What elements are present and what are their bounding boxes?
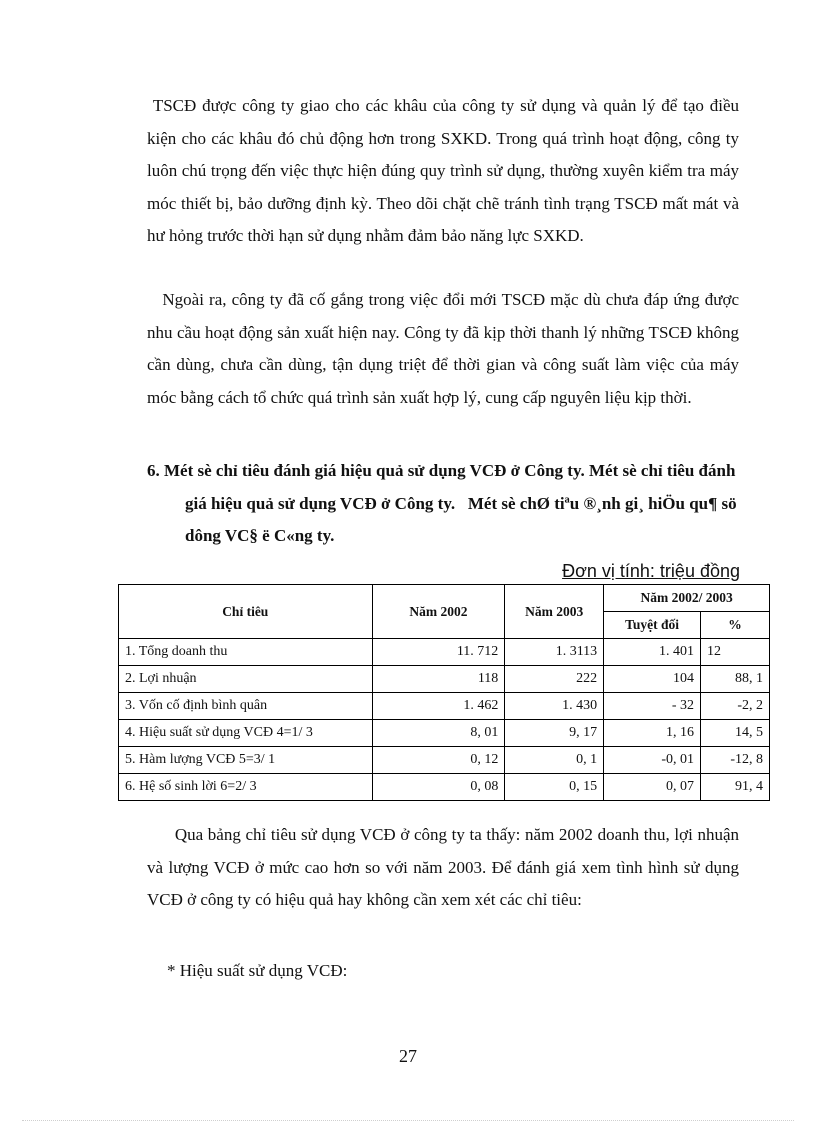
page-bottom-divider <box>22 1120 794 1121</box>
cell-indicator-name: 1. Tổng doanh thu <box>119 639 373 666</box>
cell-2003: 1. 3113 <box>505 639 604 666</box>
section-heading-text: 6. Mét sè chỉ tiêu đánh giá hiệu quả sử dụng VCĐ ở Công ty. Mét sè chỉ tiêu đánh giá hiệu quả sử dụng VCĐ ở Công ty. Mét sè chØ tiªu ®¸nh gi¸ hiÖu qu¶ sö dông VC§ ë C«ng ty. <box>147 461 737 545</box>
cell-2003: 1. 430 <box>505 693 604 720</box>
cell-absolute: 1, 16 <box>604 720 701 747</box>
cell-2003: 0, 1 <box>505 747 604 774</box>
cell-percent: 88, 1 <box>701 666 770 693</box>
table-row <box>119 720 770 747</box>
table-row <box>119 639 770 666</box>
cell-indicator-name: 6. Hệ số sinh lời 6=2/ 3 <box>119 774 373 801</box>
cell-2003: 222 <box>505 666 604 693</box>
cell-absolute: 1. 401 <box>604 639 701 666</box>
table-header-row <box>119 585 770 612</box>
cell-percent: -2, 2 <box>701 693 770 720</box>
cell-2002: 118 <box>372 666 505 693</box>
table-row <box>119 693 770 720</box>
cell-indicator-name: 4. Hiệu suất sử dụng VCĐ 4=1/ 3 <box>119 720 373 747</box>
cell-indicator-name: 2. Lợi nhuận <box>119 666 373 693</box>
table-row <box>119 666 770 693</box>
cell-percent: 91, 4 <box>701 774 770 801</box>
cell-2002: 0, 08 <box>372 774 505 801</box>
header-percent: % <box>701 612 770 639</box>
paragraph-fixed-assets-renewal: Ngoài ra, công ty đã cố gắng trong việc đổi mới TSCĐ mặc dù chưa đáp ứng được nhu cầu hoạt động sản xuất hiện nay. Công ty đã kịp thời thanh lý những TSCĐ không cần dùng, chưa cần dùng, tận dụng triệt để thời gian và công suất làm việc của máy móc bằng cách tổ chức quá trình sản xuất hợp lý, cung cấp nguyên liệu kịp thời. <box>147 290 739 407</box>
cell-2002: 8, 01 <box>372 720 505 747</box>
cell-2002: 1. 462 <box>372 693 505 720</box>
cell-absolute: - 32 <box>604 693 701 720</box>
cell-percent: -12, 8 <box>701 747 770 774</box>
bullet-efficiency: * Hiệu suất sử dụng VCĐ: <box>167 961 348 980</box>
cell-2003: 0, 15 <box>505 774 604 801</box>
paragraph-table-analysis: Qua bảng chỉ tiêu sử dụng VCĐ ở công ty ta thấy: năm 2002 doanh thu, lợi nhuận và lượng VCĐ ở mức cao hơn so với năm 2003. Để đánh giá xem tình hình sử dụng VCĐ ở công ty có hiệu quả hay không cần xem xét các chỉ tiêu: <box>147 825 739 909</box>
cell-absolute: 0, 07 <box>604 774 701 801</box>
cell-2002: 11. 712 <box>372 639 505 666</box>
cell-2003: 9, 17 <box>505 720 604 747</box>
unit-label: Đơn vị tính: triệu đồng <box>562 561 740 581</box>
cell-absolute: -0, 01 <box>604 747 701 774</box>
indicator-table <box>118 584 770 801</box>
cell-indicator-name: 5. Hàm lượng VCĐ 5=3/ 1 <box>119 747 373 774</box>
header-year-2002: Năm 2002 <box>372 585 505 639</box>
page-number: 27 <box>399 1046 417 1066</box>
header-comparison: Năm 2002/ 2003 <box>604 585 770 612</box>
paragraph-fixed-assets-management: TSCĐ được công ty giao cho các khâu của công ty sử dụng và quản lý để tạo điều kiện cho các khâu đó chủ động hơn trong SXKD. Trong quá trình hoạt động, công ty luôn chú trọng đến việc thực hiện đúng quy trình sử dụng, thường xuyên kiểm tra máy móc thiết bị, bảo dưỡng định kỳ. Theo dõi chặt chẽ tránh tình trạng TSCĐ mất mát và hư hỏng trước thời hạn sử dụng nhằm đảm bảo năng lực SXKD. <box>147 96 739 245</box>
cell-2002: 0, 12 <box>372 747 505 774</box>
cell-percent: 12 <box>701 639 770 666</box>
cell-indicator-name: 3. Vốn cố định bình quân <box>119 693 373 720</box>
header-year-2003: Năm 2003 <box>505 585 604 639</box>
table-row <box>119 747 770 774</box>
table-row <box>119 774 770 801</box>
header-indicator: Chỉ tiêu <box>119 585 373 639</box>
cell-percent: 14, 5 <box>701 720 770 747</box>
header-absolute: Tuyệt đối <box>604 612 701 639</box>
section-heading <box>147 455 742 553</box>
cell-absolute: 104 <box>604 666 701 693</box>
